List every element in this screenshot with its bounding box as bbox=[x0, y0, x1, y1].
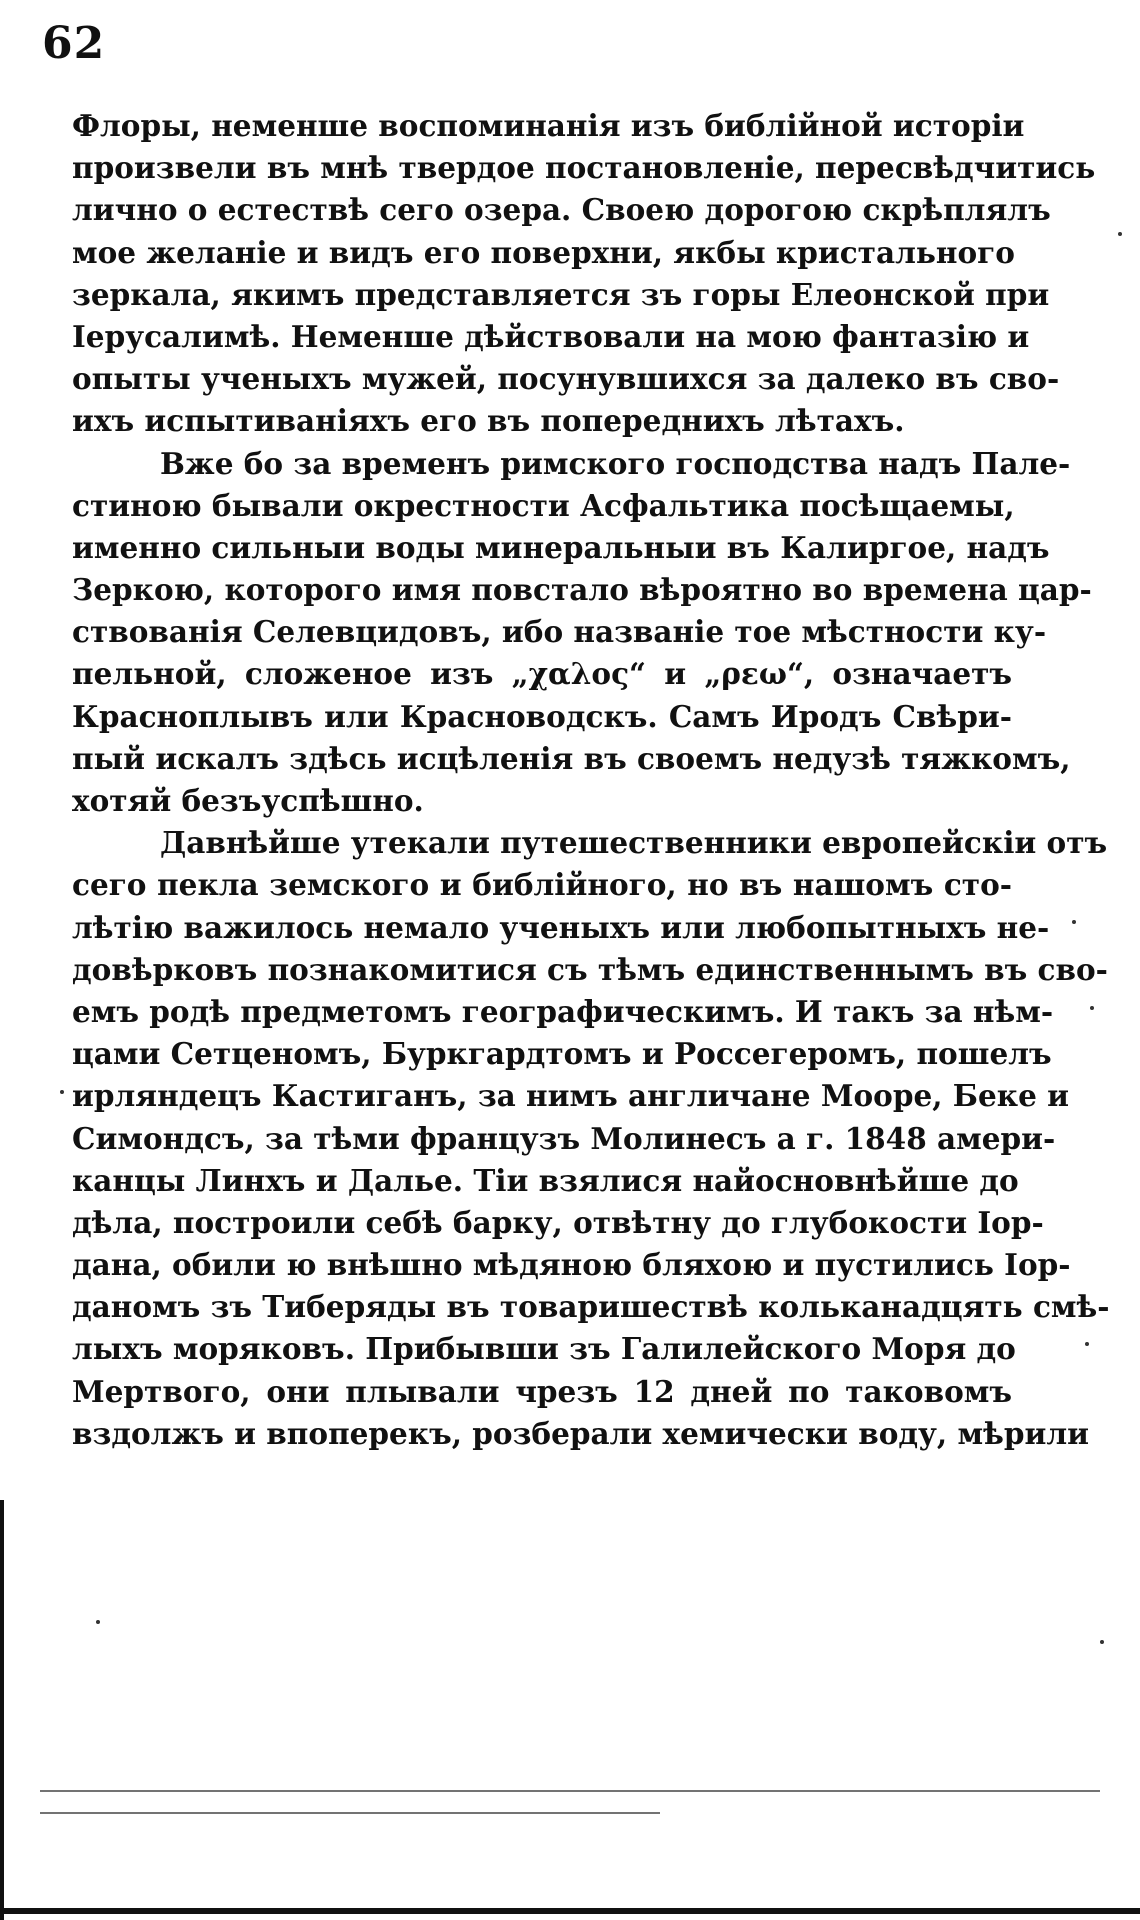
text-line: ирляндецъ Кастиганъ, за нимъ англичане Мооре, Беке и bbox=[72, 1078, 1069, 1114]
text-line: опыты ученыхъ мужей, посунувшихся за далеко въ сво- bbox=[72, 361, 1060, 397]
scan-speck bbox=[1100, 1640, 1104, 1644]
text-line: хотяй безъуспѣшно. bbox=[72, 783, 424, 818]
text-line: лыхъ моряковъ. Прибывши зъ Галилейского Моря до bbox=[72, 1331, 1016, 1367]
scan-speck bbox=[1072, 920, 1076, 924]
text-line: даномъ зъ Тиберяды въ товаришествѣ кольканадцять смѣ- bbox=[72, 1289, 1110, 1325]
scan-speck bbox=[1090, 1006, 1094, 1010]
text-line: произвели въ мнѣ твердое постановленіе, пересвѣдчитись bbox=[72, 150, 1096, 186]
text-line: именно сильныи воды минеральныи въ Калиргое, надъ bbox=[72, 529, 1050, 565]
scan-speck bbox=[96, 1620, 100, 1624]
text-line: канцы Линхъ и Дальe. Тіи взялися найосновнѣйше до bbox=[72, 1162, 1019, 1198]
text-line: Іерусалимѣ. Неменше дѣйствовали на мою фантазію и bbox=[72, 318, 1030, 354]
text-line: зеркала, якимъ представляется зъ горы Елеонской при bbox=[72, 276, 1050, 312]
text-line: стиною бывали окрестности Асфальтика посѣщаемы, bbox=[72, 487, 1015, 523]
text-line: лично о естествѣ сего озера. Своею дорогою скрѣплялъ bbox=[72, 192, 1051, 228]
text-line: довѣрковъ познакомитися съ тѣмъ единственнымъ въ сво- bbox=[72, 951, 1108, 987]
text-line: цами Сетценомъ, Буркгардтомъ и Россегеромъ, пошелъ bbox=[72, 1036, 1052, 1072]
page-number: 62 bbox=[42, 18, 106, 69]
text-line: Вже бо за временъ римского господства надъ Пале- bbox=[160, 445, 1071, 481]
text-line: пельной, сложеное изъ „χαλος“ и „ρεω“, означаетъ bbox=[72, 656, 1012, 692]
text-line: сего пекла земского и библійного, но въ нашомъ сто- bbox=[72, 867, 1012, 903]
body-text bbox=[72, 105, 1110, 1455]
scan-speck bbox=[1085, 1342, 1089, 1346]
text-line: лѣтію важилось немало ученыхъ или любопытныхъ не- bbox=[72, 909, 1050, 945]
text-line: пый искалъ здѣсь исцѣленія въ своемъ недузѣ тяжкомъ, bbox=[72, 740, 1071, 776]
scan-speck bbox=[60, 1090, 64, 1094]
scan-border-bottom bbox=[0, 1908, 1140, 1914]
scan-speck bbox=[1118, 232, 1122, 236]
text-line: дѣла, построили себѣ барку, отвѣтну до глубокости Іор- bbox=[72, 1204, 1044, 1240]
text-line: Красноплывъ или Красноводскъ. Самъ Иродъ Свѣри- bbox=[72, 698, 1012, 734]
text-line: дана, обили ю внѣшно мѣдяною бляхою и пустились Іор- bbox=[72, 1247, 1071, 1283]
text-line: Мертвого, они плывали чрезъ 12 дней по таковомъ bbox=[72, 1373, 1012, 1409]
text-line: Зеркою, которого имя повстало вѣроятно во времена цар- bbox=[72, 572, 1092, 608]
scan-rule-bottom bbox=[40, 1812, 660, 1814]
scan-rule-top bbox=[40, 1790, 1100, 1792]
text-line: Флоры, неменше воспоминанія изъ библійной исторіи bbox=[72, 108, 1025, 143]
text-line: емъ родѣ предметомъ географическимъ. И такъ за нѣм- bbox=[72, 993, 1054, 1029]
text-line: ствованія Селевцидовъ, ибо названіе тое мѣстности ку- bbox=[72, 614, 1047, 650]
text-line: Симондсъ, за тѣми французъ Молинесъ а г. 1848 амери- bbox=[72, 1120, 1056, 1156]
text-line: мое желаніе и видъ его поверхни, якбы кристального bbox=[72, 234, 1015, 270]
text-line: Давнѣйше утекали путешественники европейскіи отъ bbox=[160, 825, 1108, 861]
text-line: ихъ испытиваніяхъ его въ попереднихъ лѣтахъ. bbox=[72, 403, 905, 439]
scan-border-left bbox=[0, 1500, 4, 1920]
text-line: вздолжъ и впоперекъ, розберали хемически воду, мѣрили bbox=[72, 1415, 1090, 1451]
